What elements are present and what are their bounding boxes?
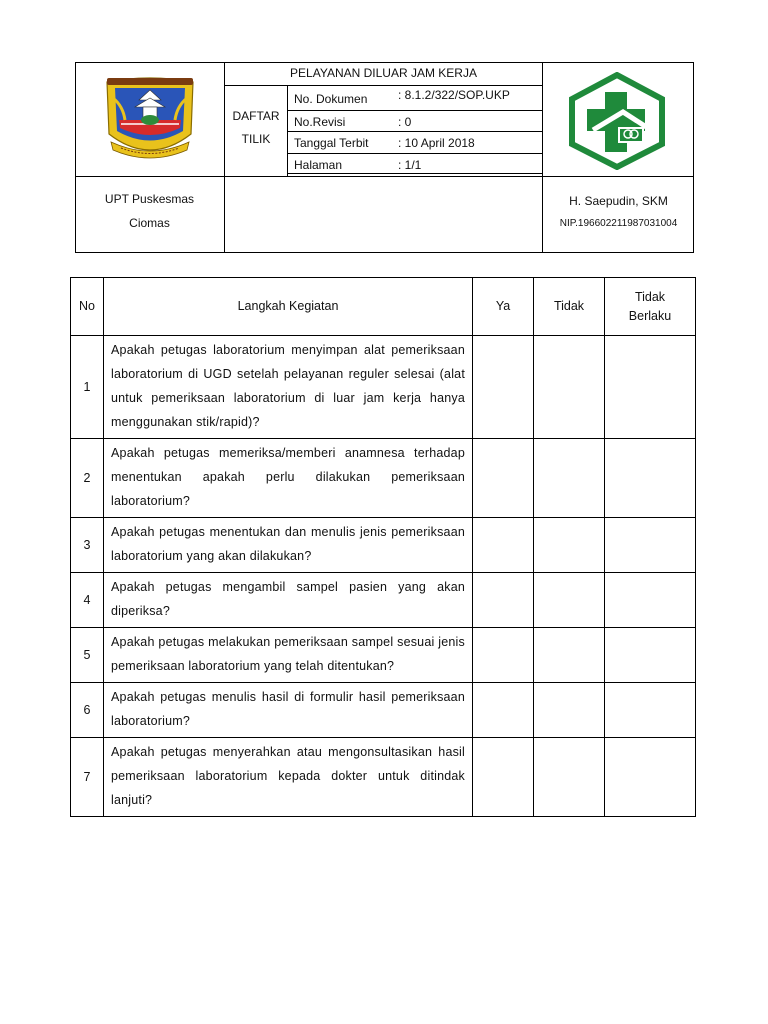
divider (287, 110, 542, 111)
field-value-revision: : 0 (398, 115, 412, 129)
col-header-yes: Ya (473, 278, 534, 336)
field-label-revision: No.Revisi (294, 115, 346, 129)
row-question: Apakah petugas memeriksa/memberi anamnesa terhadap menentukan apakah perlu dilakukan pemeriksaan laboratorium? (104, 439, 473, 518)
row-question: Apakah petugas menyerahkan atau mengonsultasikan hasil pemeriksaan laboratorium kepada dokter untuk ditindak lanjuti? (104, 738, 473, 817)
table-row (71, 518, 696, 573)
answer-na-cell[interactable] (605, 573, 696, 628)
col-header-step: Langkah Kegiatan (104, 278, 473, 336)
answer-no-cell[interactable] (534, 518, 605, 573)
col-header-na-line1: Tidak (634, 289, 666, 304)
answer-na-cell[interactable] (605, 439, 696, 518)
divider (287, 173, 542, 174)
field-value-issue-date: : 10 April 2018 (398, 136, 475, 150)
row-question: Apakah petugas menentukan dan menulis jenis pemeriksaan laboratorium yang akan dilakukan? (104, 518, 473, 573)
answer-na-cell[interactable] (605, 738, 696, 817)
field-label-doc-number: No. Dokumen (294, 92, 368, 106)
answer-yes-cell[interactable] (473, 738, 534, 817)
row-number: 2 (71, 439, 104, 518)
answer-na-cell[interactable] (605, 628, 696, 683)
divider (287, 153, 542, 154)
divider (75, 176, 694, 177)
table-row (71, 683, 696, 738)
row-question: Apakah petugas menulis hasil di formulir hasil pemeriksaan laboratorium? (104, 683, 473, 738)
table-row (71, 439, 696, 518)
row-number: 6 (71, 683, 104, 738)
table-row (71, 738, 696, 817)
table-header-row (71, 278, 696, 336)
answer-na-cell[interactable] (605, 518, 696, 573)
answer-yes-cell[interactable] (473, 683, 534, 738)
answer-na-cell[interactable] (605, 683, 696, 738)
answer-yes-cell[interactable] (473, 628, 534, 683)
document-title: PELAYANAN DILUAR JAM KERJA (290, 66, 477, 80)
answer-no-cell[interactable] (534, 628, 605, 683)
col-header-na-line2: Berlaku (628, 308, 672, 323)
answer-no-cell[interactable] (534, 336, 605, 439)
row-question: Apakah petugas laboratorium menyimpan alat pemeriksaan laboratorium di UGD setelah pelayanan reguler selesai (alat untuk pemeriksaan laboratorium di luar jam kerja hanya menggunakan stik/rapid)? (104, 336, 473, 439)
field-value-page: : 1/1 (398, 158, 422, 172)
col-header-no: No (71, 278, 104, 336)
divider (224, 85, 542, 86)
puskesmas-logo-icon (567, 72, 667, 170)
answer-yes-cell[interactable] (473, 336, 534, 439)
unit-name-line1: UPT Puskesmas (104, 192, 195, 206)
divider (287, 131, 542, 132)
signer-nip: NIP.196602211987031004 (559, 218, 678, 229)
table-row (71, 628, 696, 683)
row-question: Apakah petugas melakukan pemeriksaan sampel sesuai jenis pemeriksaan laboratorium yang telah ditentukan? (104, 628, 473, 683)
answer-na-cell[interactable] (605, 336, 696, 439)
doc-type-line2: TILIK (241, 132, 271, 146)
row-question: Apakah petugas mengambil sampel pasien yang akan diperiksa? (104, 573, 473, 628)
col-header-not-applicable (605, 278, 696, 336)
field-label-page: Halaman (294, 158, 343, 172)
answer-yes-cell[interactable] (473, 573, 534, 628)
field-value-doc-number: : 8.1.2/322/SOP.UKP (398, 88, 510, 102)
answer-yes-cell[interactable] (473, 518, 534, 573)
table-row (71, 573, 696, 628)
row-number: 5 (71, 628, 104, 683)
col-header-no-answer: Tidak (534, 278, 605, 336)
row-number: 7 (71, 738, 104, 817)
field-label-issue-date: Tanggal Terbit (294, 136, 369, 150)
answer-no-cell[interactable] (534, 573, 605, 628)
checklist-table (70, 277, 696, 817)
doc-type-line1: DAFTAR (232, 109, 280, 123)
answer-no-cell[interactable] (534, 439, 605, 518)
signer-name: H. Saepudin, SKM (569, 194, 668, 208)
answer-yes-cell[interactable] (473, 439, 534, 518)
regional-crest-emblem-icon (103, 76, 197, 160)
row-number: 3 (71, 518, 104, 573)
unit-name-line2: Ciomas (129, 216, 170, 230)
table-row (71, 336, 696, 439)
answer-no-cell[interactable] (534, 738, 605, 817)
row-number: 1 (71, 336, 104, 439)
answer-no-cell[interactable] (534, 683, 605, 738)
divider (224, 62, 225, 253)
row-number: 4 (71, 573, 104, 628)
document-header (75, 62, 694, 253)
